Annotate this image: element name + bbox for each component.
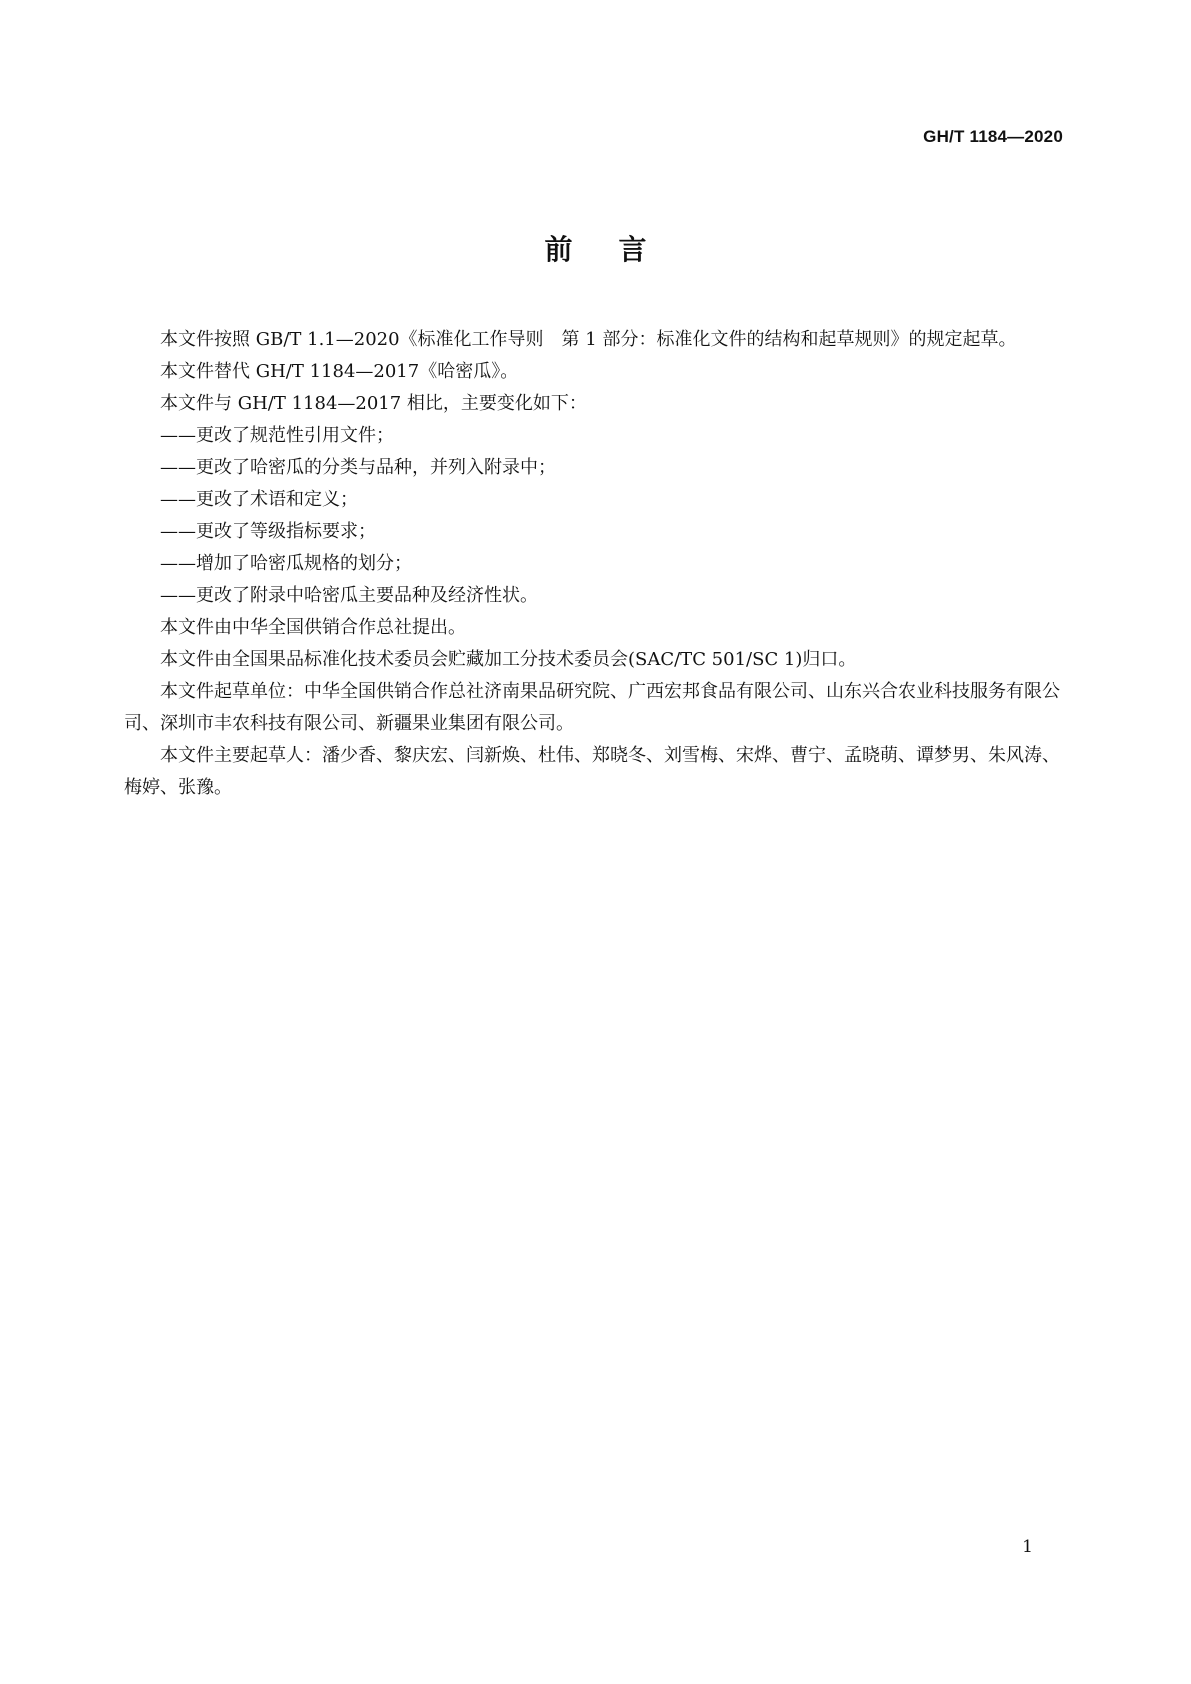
change-item: ——更改了等级指标要求；	[160, 521, 376, 542]
change-item: ——更改了附录中哈密瓜主要品种及经济性状。	[160, 585, 538, 606]
change-item: ——增加了哈密瓜规格的划分；	[160, 553, 412, 574]
preface-body	[124, 324, 1064, 804]
document-code: GH/T 1184—2020	[923, 127, 1063, 146]
change-item: ——更改了术语和定义；	[160, 489, 358, 510]
page-number: 1	[1022, 1537, 1033, 1557]
paragraph-technical-committee: 本文件由全国果品标准化技术委员会贮藏加工分技术委员会(SAC/TC 501/SC 1)归口。	[160, 649, 857, 670]
paragraph-drafters: 本文件主要起草人：潘少香、黎庆宏、闫新焕、杜伟、郑晓冬、刘雪梅、宋烨、曹宁、孟晓萌、谭梦男、朱风涛、梅婷、张豫。	[124, 745, 1060, 798]
change-item: ——更改了哈密瓜的分类与品种，并列入附录中；	[160, 457, 556, 478]
paragraph-drafting-rules: 本文件按照 GB/T 1.1—2020《标准化工作导则 第 1 部分：标准化文件的结构和起草规则》的规定起草。	[160, 329, 1017, 350]
paragraph-proposer: 本文件由中华全国供销合作总社提出。	[160, 617, 466, 638]
paragraph-drafting-units: 本文件起草单位：中华全国供销合作总社济南果品研究院、广西宏邦食品有限公司、山东兴合农业科技服务有限公司、深圳市丰农科技有限公司、新疆果业集团有限公司。	[124, 681, 1060, 734]
paragraph-changes-intro: 本文件与 GH/T 1184—2017 相比，主要变化如下：	[160, 393, 587, 414]
paragraph-replaces: 本文件替代 GH/T 1184—2017《哈密瓜》。	[160, 361, 519, 382]
page-title: 前言	[544, 233, 693, 266]
change-item: ——更改了规范性引用文件；	[160, 425, 394, 446]
